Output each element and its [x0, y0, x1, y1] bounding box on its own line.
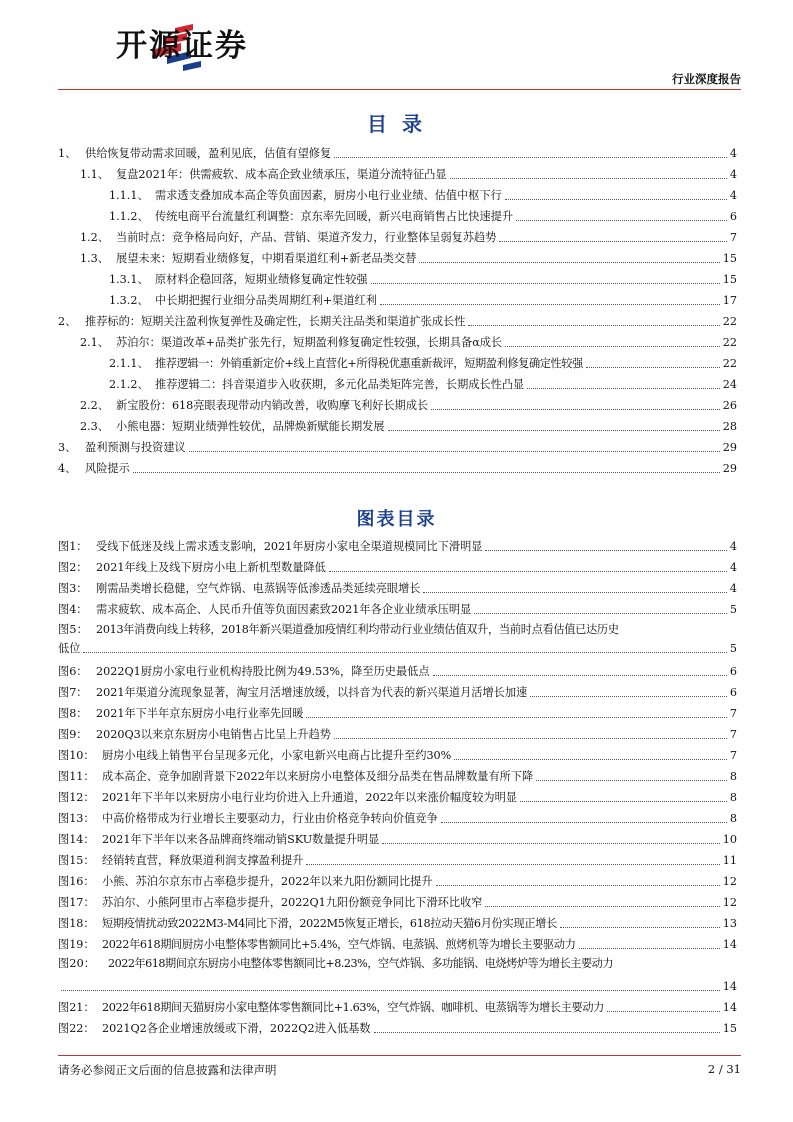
- toc-title: 目 录: [367, 112, 426, 136]
- toc-entry[interactable]: 3、 盈利预测与投资建议 29: [58, 441, 737, 454]
- figure-entry[interactable]: 图22： 2021Q2各企业增速放缓或下滑，2022Q2进入低基数 15: [58, 1022, 737, 1035]
- toc-entry[interactable]: 1.1.2、 传统电商平台流量红利调整：京东率先回暖，新兴电商销售占比快速提升 6: [109, 210, 737, 223]
- figure-entry[interactable]: 图9： 2020Q3以来京东厨房小电销售占比呈上升趋势 7: [58, 728, 737, 741]
- toc-entry[interactable]: 2.1.2、 推荐逻辑二：抖音渠道步入收获期，多元化品类矩阵完善，长期成长性凸显 24: [109, 378, 737, 391]
- figure-entry[interactable]: 图19： 2022年618期间厨房小电整体零售额同比+5.4%，空气炸锅、电蒸锅、煎烤机等为增长主要驱动力 14: [58, 938, 737, 951]
- figure-entry[interactable]: 图11： 成本高企、竞争加剧背景下2022年以来厨房小电整体及细分品类在售品牌数量有所下降 8: [58, 770, 737, 783]
- report-type-label: 行业深度报告: [672, 72, 741, 86]
- figures-title: 图表目录: [356, 509, 437, 530]
- figure-entry[interactable]: 图3： 刚需品类增长稳健，空气炸锅、电蒸锅等低渗透品类延续亮眼增长 4: [58, 582, 737, 595]
- figure-entry[interactable]: 图15： 经销转直营，释放渠道利润支撑盈利提升 11: [58, 854, 737, 867]
- figure-entry[interactable]: 图16： 小熊、苏泊尔京东市占率稳步提升，2022年以来九阳份额同比提升 12: [58, 875, 737, 888]
- figure-entry[interactable]: 图6： 2022Q1厨房小家电行业机构持股比例为49.53%，降至历史最低点 6: [58, 665, 737, 678]
- figure-entry[interactable]: 图17： 苏泊尔、小熊阿里市占率稳步提升，2022Q1九阳份额竞争同比下滑环比收窄 12: [58, 896, 737, 909]
- header-divider: [58, 89, 741, 90]
- figure-entry[interactable]: 图14： 2021年下半年以来各品牌商终端动销SKU数量提升明显 10: [58, 833, 737, 846]
- figure-entry[interactable]: 图21： 2022年618期间天猫厨房小家电整体零售额同比+1.63%，空气炸锅、咖啡机、电蒸锅等为增长主要动力 14: [58, 1001, 737, 1014]
- figure-entry[interactable]: 图12： 2021年下半年以来厨房小电行业均价进入上升通道，2022年以来涨价幅度较为明显 8: [58, 791, 737, 804]
- figure-entry[interactable]: 图4： 需求疲软、成本高企、人民币升值等负面因素致2021年各企业业绩承压明显 5: [58, 603, 737, 616]
- toc-entry[interactable]: 4、 风险提示 29: [58, 462, 737, 475]
- page-indicator: 2 / 31: [707, 1062, 741, 1076]
- brand-name: 开源证券: [116, 28, 248, 64]
- footer-disclaimer: 请务必参阅正文后面的信息披露和法律声明: [58, 1063, 277, 1077]
- toc-entry[interactable]: 2.1、 苏泊尔：渠道改革+品类扩张先行，短期盈利修复确定性较强，长期具备α成长 22: [80, 336, 737, 349]
- footer-divider: [58, 1055, 741, 1056]
- toc-entry[interactable]: 2.2、 新宝股份：618亮眼表现带动内销改善，收购摩飞利好长期成长 26: [80, 399, 737, 412]
- toc-entry[interactable]: 1.2、 当前时点：竞争格局向好，产品、营销、渠道齐发力，行业整体呈弱复苏趋势 7: [80, 231, 737, 244]
- figure-entry[interactable]: 图5： 2013年消费向线上转移，2018年新兴渠道叠加疫情红利均带动行业业绩估值双升，当前时点看估值已达历史 低位 5: [58, 623, 737, 655]
- toc-entry[interactable]: 1.3.2、 中长期把握行业细分品类周期红利+渠道红利 17: [109, 294, 737, 307]
- toc-entry[interactable]: 1.3、 展望未来：短期看业绩修复，中期看渠道红利+新老品类交替 15: [80, 252, 737, 265]
- toc-entry[interactable]: 2.1.1、 推荐逻辑一：外销重新定价+线上直营化+所得税优惠重新裁评，短期盈利修复确定性较强 22: [109, 357, 737, 370]
- toc-entry[interactable]: 1.1、 复盘2021年：供需疲软、成本高企致业绩承压，渠道分流特征凸显 4: [80, 168, 737, 181]
- figure-entry[interactable]: 图18： 短期疫情扰动致2022M3-M4同比下滑，2022M5恢复正增长，618拉动天猫6月份实现正增长 13: [58, 917, 737, 930]
- toc-entry[interactable]: 2、 推荐标的：短期关注盈利恢复弹性及确定性，长期关注品类和渠道扩张成长性 22: [58, 315, 737, 328]
- toc-entry[interactable]: 1.1.1、 需求透支叠加成本高企等负面因素，厨房小电行业业绩、估值中枢下行 4: [109, 189, 737, 202]
- figure-entry[interactable]: 图8： 2021年下半年京东厨房小电行业率先回暖 7: [58, 707, 737, 720]
- figure-entry[interactable]: 图2： 2021年线上及线下厨房小电上新机型数量降低 4: [58, 561, 737, 574]
- toc-entry[interactable]: 2.3、 小熊电器：短期业绩弹性较优，品牌焕新赋能长期发展 28: [80, 420, 737, 433]
- toc-entry[interactable]: 1、 供给恢复带动需求回暖，盈利见底，估值有望修复 4: [58, 147, 737, 160]
- figure-entry[interactable]: 图1： 受线下低迷及线上需求透支影响，2021年厨房小家电全渠道规模同比下滑明显 4: [58, 540, 737, 553]
- figure-entry[interactable]: 图13： 中高价格带成为行业增长主要驱动力，行业由价格竞争转向价值竞争 8: [58, 812, 737, 825]
- figure-entry[interactable]: 图10： 厨房小电线上销售平台呈现多元化，小家电新兴电商占比提升至约30% 7: [58, 749, 737, 762]
- figure-entry[interactable]: 图20： 2022年618期间京东厨房小电整体零售额同比+8.23%，空气炸锅、多功能锅、电烧烤炉等为增长主要动力 14: [58, 957, 737, 993]
- toc-entry[interactable]: 1.3.1、 原材料企稳回落，短期业绩修复确定性较强 15: [109, 273, 737, 286]
- figure-entry[interactable]: 图7： 2021年渠道分流现象显著，淘宝月活增速放缓，以抖音为代表的新兴渠道月活增长加速 6: [58, 686, 737, 699]
